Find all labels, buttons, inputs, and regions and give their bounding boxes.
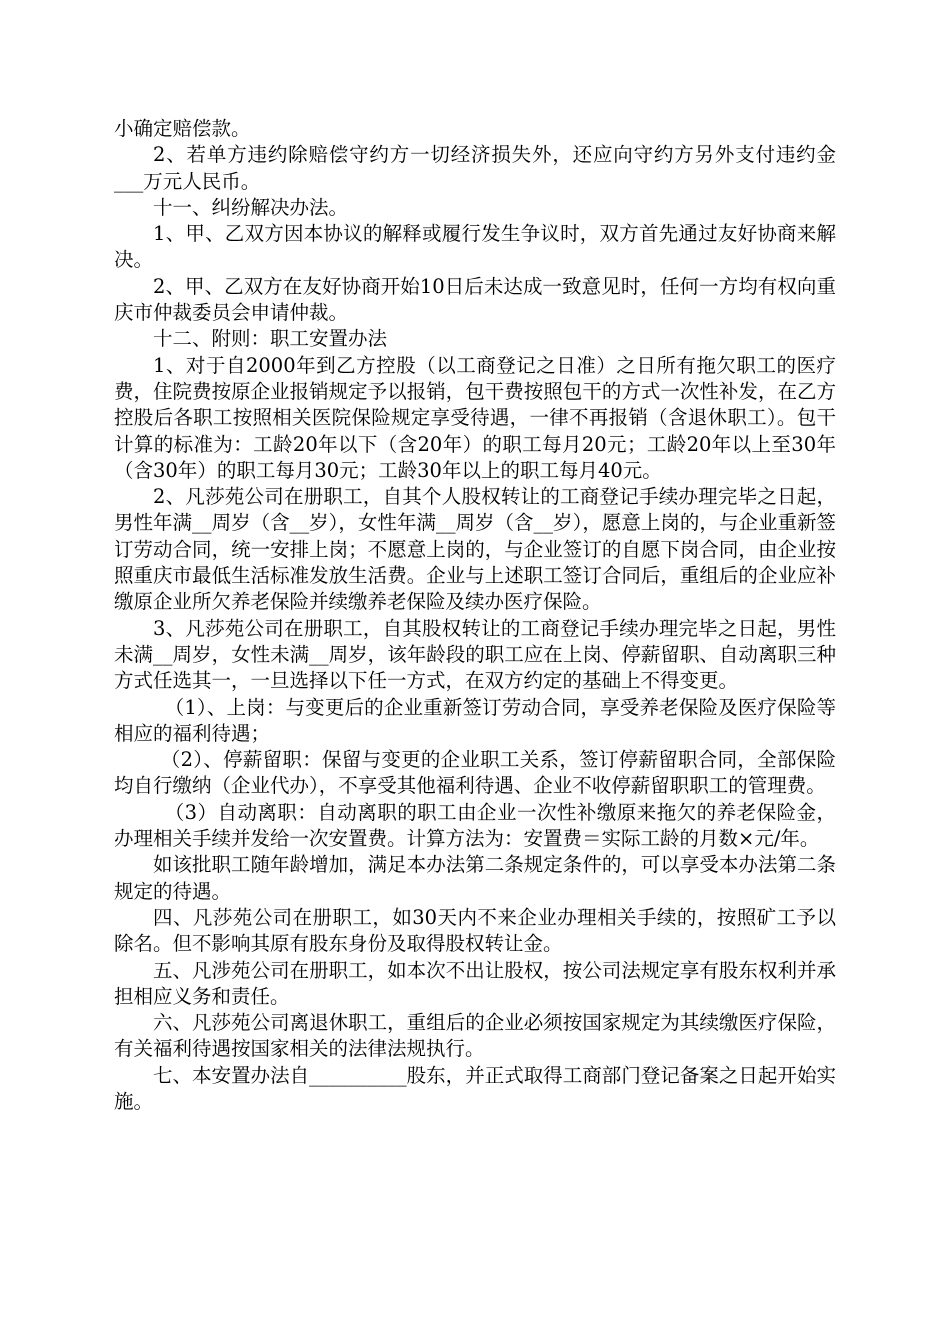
paragraph-5: 1、对于自2000年到乙方控股（以工商登记之日准）之日所有拖欠职工的医疗费，住院费按原企业报销规定予以报销，包干费按照包干的方式一次性补发，在乙方控股后各职工按照相关医院保险规定享受待遇，一律不再报销（含退休职工）。包干计算的标准为：工龄20年以下（含20年）的职工每月20元；工龄20年以上至30年（含30年）的职工每月30元；工龄30年以上的职工每月40元。 — [114, 353, 836, 482]
paragraph-8: （1）、上岗：与变更后的企业重新签订劳动合同，享受养老保险及医疗保险等相应的福利待遇； — [114, 695, 836, 745]
section-heading-11: 十一、纠纷解决办法。 — [153, 195, 349, 219]
paragraph-15: 七、本安置办法自__________股东，并正式取得工商部门登记备案之日起开始实施。 — [114, 1063, 836, 1113]
document-page — [114, 116, 836, 1115]
section-heading-12: 十二、附则：职工安置办法 — [153, 327, 388, 351]
paragraph-14: 六、凡莎苑公司离退休职工，重组后的企业必须按国家规定为其续缴医疗保险，有关福利待遇按国家相关的法律法规执行。 — [114, 1011, 836, 1061]
paragraph-2: 2、若单方违约除赔偿守约方一切经济损失外，还应向守约方另外支付违约金___万元人民币。 — [114, 143, 836, 193]
paragraph-7: 3、凡莎苑公司在册职工，自其股权转让的工商登记手续办理完毕之日起，男性未满__周岁，女性未满__周岁，该年龄段的职工应在上岗、停薪留职、自动离职三种方式任选其一，一旦选择以下任一方式，在双方约定的基础上不得变更。 — [114, 616, 836, 693]
paragraph-10: （3）自动离职：自动离职的职工由企业一次性补缴原来拖欠的养老保险金，办理相关手续并发给一次安置费。计算方法为：安置费＝实际工龄的月数×元/年。 — [114, 800, 836, 851]
paragraph-6: 2、凡莎苑公司在册职工，自其个人股权转让的工商登记手续办理完毕之日起，男性年满__周岁（含__岁），女性年满__周岁（含__岁），愿意上岗的，与企业重新签订劳动合同，统一安排上岗；不愿意上岗的，与企业签订的自愿下岗合同，由企业按照重庆市最低生活标准发放生活费。企业与上述职工签订合同后，重组后的企业应补缴原企业所欠养老保险并续缴养老保险及续办医疗保险。 — [114, 485, 836, 614]
paragraph-11: 如该批职工随年龄增加，满足本办法第二条规定条件的，可以享受本办法第二条规定的待遇。 — [114, 853, 836, 903]
paragraph-1: 小确定赔偿款。 — [114, 117, 251, 140]
paragraph-3: 1、甲、乙双方因本协议的解释或履行发生争议时，双方首先通过友好协商来解决。 — [114, 222, 836, 272]
paragraph-13: 五、凡涉苑公司在册职工，如本次不出让股权，按公司法规定享有股东权利并承担相应义务和责任。 — [114, 958, 836, 1008]
paragraph-4: 2、甲、乙双方在友好协商开始10日后未达成一致意见时，任何一方均有权向重庆市仲裁委员会申请仲裁。 — [114, 274, 836, 325]
paragraph-12: 四、凡莎苑公司在册职工，如30天内不来企业办理相关手续的，按照矿工予以除名。但不影响其原有股东身份及取得股权转让金。 — [114, 905, 836, 956]
paragraph-9: （2）、停薪留职：保留与变更的企业职工关系，签订停薪留职合同，全部保险均自行缴纳（企业代办），不享受其他福利待遇、企业不收停薪留职职工的管理费。 — [114, 748, 836, 798]
